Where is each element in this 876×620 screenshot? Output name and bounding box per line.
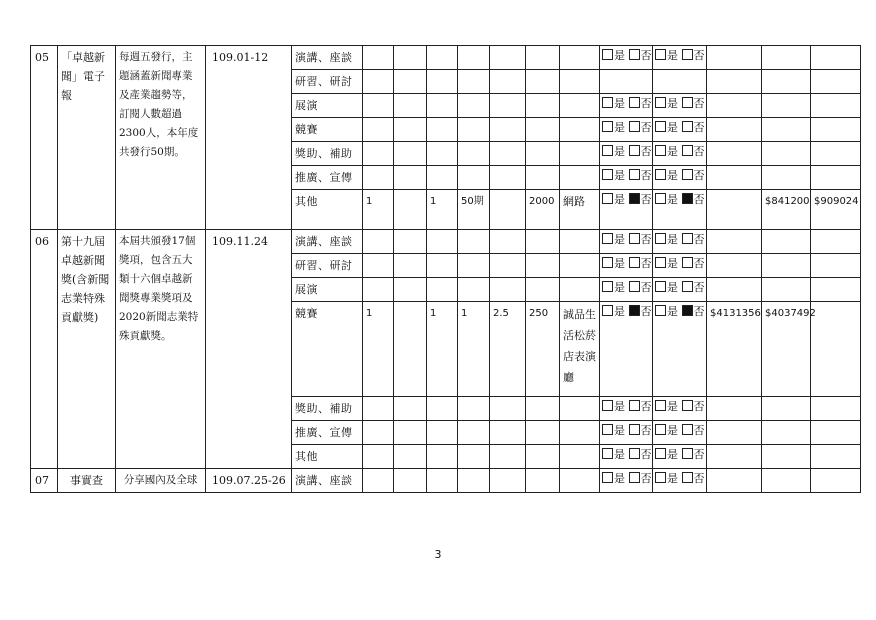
choice-group-1 [600, 302, 653, 397]
no-label: 否 [693, 145, 705, 158]
yes-checkbox[interactable] [602, 281, 613, 292]
activity-description: 分享國內及全球 [116, 469, 206, 493]
yes-checkbox[interactable] [655, 448, 666, 459]
no-label: 否 [693, 257, 705, 270]
no-checkbox[interactable] [629, 49, 640, 60]
no-checkbox[interactable] [629, 448, 640, 459]
choice-group-1 [600, 142, 653, 166]
yes-checkbox[interactable] [602, 424, 613, 435]
no-checkbox[interactable] [682, 145, 693, 156]
yes-checkbox[interactable] [655, 145, 666, 156]
no-label: 否 [640, 97, 652, 110]
activity-description: 本屆共頒發17個獎項，包含五大類十六個卓越新聞獎專業獎項及2020新聞志業特殊貢獻獎。 [116, 230, 206, 469]
no-checkbox[interactable] [629, 257, 640, 268]
yes-checkbox[interactable] [602, 97, 613, 108]
no-checkbox[interactable] [629, 121, 640, 132]
yes-checkbox[interactable] [655, 305, 666, 316]
no-checkbox[interactable] [682, 472, 693, 483]
no-checkbox-checked[interactable] [629, 305, 640, 316]
activity-date: 109.01-12 [206, 46, 292, 230]
choice-group-2 [653, 254, 707, 278]
choice-group-2 [653, 118, 707, 142]
no-checkbox[interactable] [629, 169, 640, 180]
no-label: 否 [640, 400, 652, 413]
no-label: 否 [693, 424, 705, 437]
type-label: 展演 [292, 278, 363, 302]
yes-label: 是 [614, 257, 625, 270]
choice-group-2 [653, 469, 707, 493]
no-label: 否 [693, 281, 705, 294]
choice-group-1 [600, 118, 653, 142]
row-number: 05 [31, 46, 58, 230]
no-checkbox-checked[interactable] [629, 193, 640, 204]
no-label: 否 [640, 281, 652, 294]
yes-label: 是 [667, 400, 678, 413]
no-checkbox[interactable] [682, 169, 693, 180]
yes-label: 是 [614, 97, 625, 110]
no-label: 否 [640, 169, 652, 182]
type-label: 競賽 [292, 118, 363, 142]
yes-label: 是 [667, 281, 678, 294]
type-label: 演講、座談 [292, 46, 363, 70]
yes-checkbox[interactable] [602, 145, 613, 156]
amount-cell: $4037492 [762, 302, 811, 397]
yes-checkbox[interactable] [655, 281, 666, 292]
yes-label: 是 [614, 400, 625, 413]
yes-checkbox[interactable] [602, 193, 613, 204]
choice-group-1 [600, 46, 653, 70]
yes-label: 是 [667, 49, 678, 62]
choice-group-2 [653, 445, 707, 469]
no-checkbox[interactable] [682, 97, 693, 108]
choice-group-2 [653, 278, 707, 302]
type-label: 研習、研討 [292, 254, 363, 278]
no-label: 否 [693, 400, 705, 413]
yes-label: 是 [614, 472, 625, 485]
type-label: 推廣、宣傳 [292, 166, 363, 190]
yes-label: 是 [667, 305, 678, 318]
type-label: 展演 [292, 94, 363, 118]
yes-label: 是 [667, 145, 678, 158]
choice-group-1 [600, 166, 653, 190]
no-label: 否 [693, 193, 705, 206]
activity-table [30, 45, 861, 493]
page-number: 3 [434, 548, 442, 561]
value-cell: 250 [526, 302, 560, 397]
yes-label: 是 [614, 145, 625, 158]
choice-group-1 [600, 469, 653, 493]
no-label: 否 [640, 121, 652, 134]
amount-cell: $909024 [811, 190, 861, 230]
no-checkbox-checked[interactable] [682, 193, 693, 204]
amount-cell: $841200 [762, 190, 811, 230]
yes-label: 是 [614, 424, 625, 437]
yes-checkbox[interactable] [602, 305, 613, 316]
yes-label: 是 [614, 121, 625, 134]
yes-checkbox[interactable] [602, 257, 613, 268]
value-cell: 1 [427, 302, 458, 397]
location-cell: 誠品生活松菸店表演廳 [560, 302, 600, 397]
type-label: 演講、座談 [292, 469, 363, 493]
type-label: 其他 [292, 190, 363, 230]
yes-label: 是 [667, 169, 678, 182]
activity-title: 事實查 [58, 469, 116, 493]
yes-checkbox[interactable] [655, 169, 666, 180]
no-checkbox[interactable] [629, 97, 640, 108]
yes-checkbox[interactable] [602, 49, 613, 60]
yes-label: 是 [614, 49, 625, 62]
location-cell: 網路 [560, 190, 600, 230]
no-checkbox-checked[interactable] [682, 305, 693, 316]
yes-label: 是 [614, 169, 625, 182]
yes-label: 是 [667, 193, 678, 206]
no-checkbox[interactable] [682, 257, 693, 268]
value-cell: 1 [458, 302, 490, 397]
type-label: 獎助、補助 [292, 142, 363, 166]
row-number: 06 [31, 230, 58, 469]
no-label: 否 [693, 448, 705, 461]
choice-group-2 [653, 421, 707, 445]
no-label: 否 [693, 233, 705, 246]
value-cell: 2000 [526, 190, 560, 230]
choice-group-2 [653, 46, 707, 70]
row-number: 07 [31, 469, 58, 493]
yes-checkbox[interactable] [655, 257, 666, 268]
choice-group-1 [600, 94, 653, 118]
no-checkbox[interactable] [629, 145, 640, 156]
no-label: 否 [693, 121, 705, 134]
no-label: 否 [640, 49, 652, 62]
no-checkbox[interactable] [629, 233, 640, 244]
choice-group-2 [653, 142, 707, 166]
no-checkbox[interactable] [682, 400, 693, 411]
yes-label: 是 [667, 233, 678, 246]
activity-title: 「卓越新聞」電子報 [58, 46, 116, 230]
no-label: 否 [640, 424, 652, 437]
no-checkbox[interactable] [682, 448, 693, 459]
yes-label: 是 [667, 257, 678, 270]
no-checkbox[interactable] [682, 424, 693, 435]
yes-checkbox[interactable] [602, 121, 613, 132]
choice-group-2 [653, 302, 707, 397]
choice-group-1 [600, 397, 653, 421]
yes-label: 是 [614, 448, 625, 461]
yes-label: 是 [667, 448, 678, 461]
yes-checkbox[interactable] [655, 121, 666, 132]
activity-date: 109.07.25-26 [206, 469, 292, 493]
yes-label: 是 [667, 97, 678, 110]
no-label: 否 [640, 472, 652, 485]
choice-group-2 [653, 230, 707, 254]
yes-checkbox[interactable] [655, 49, 666, 60]
no-label: 否 [693, 472, 705, 485]
activity-description: 每週五發行，主題涵蓋新聞專業及產業趨勢等，訂閱人數超過2300人，本年度共發行50期。 [116, 46, 206, 230]
yes-label: 是 [614, 305, 625, 318]
no-checkbox[interactable] [682, 49, 693, 60]
table-row [31, 46, 861, 70]
no-checkbox[interactable] [629, 400, 640, 411]
yes-checkbox[interactable] [602, 472, 613, 483]
yes-checkbox[interactable] [655, 97, 666, 108]
choice-group-2 [653, 166, 707, 190]
table-row [31, 230, 861, 254]
no-label: 否 [640, 193, 652, 206]
yes-checkbox[interactable] [602, 400, 613, 411]
no-checkbox[interactable] [682, 233, 693, 244]
choice-group-1 [600, 254, 653, 278]
yes-checkbox[interactable] [602, 448, 613, 459]
table-row [31, 469, 861, 493]
choice-group-2 [653, 190, 707, 230]
yes-checkbox[interactable] [655, 400, 666, 411]
no-checkbox[interactable] [629, 281, 640, 292]
yes-label: 是 [614, 193, 625, 206]
value-cell: 2.5 [490, 302, 526, 397]
value-cell: 1 [427, 190, 458, 230]
type-label: 推廣、宣傳 [292, 421, 363, 445]
choice-group-1 [600, 190, 653, 230]
yes-label: 是 [614, 233, 625, 246]
choice-group-1 [600, 445, 653, 469]
no-checkbox[interactable] [629, 424, 640, 435]
type-label: 其他 [292, 445, 363, 469]
no-checkbox[interactable] [629, 472, 640, 483]
no-checkbox[interactable] [682, 121, 693, 132]
activity-date: 109.11.24 [206, 230, 292, 469]
choice-group-2 [653, 397, 707, 421]
yes-checkbox[interactable] [655, 193, 666, 204]
type-label: 獎助、補助 [292, 397, 363, 421]
no-label: 否 [640, 305, 652, 318]
activity-title: 第十九屆卓越新聞獎(含新聞志業特殊貢獻獎) [58, 230, 116, 469]
no-label: 否 [693, 49, 705, 62]
yes-checkbox[interactable] [655, 233, 666, 244]
type-label: 研習、研討 [292, 70, 363, 94]
yes-label: 是 [667, 424, 678, 437]
no-label: 否 [640, 257, 652, 270]
choice-group-1 [600, 421, 653, 445]
no-label: 否 [693, 305, 705, 318]
yes-checkbox[interactable] [602, 169, 613, 180]
value-cell: 1 [363, 190, 394, 230]
type-label: 演講、座談 [292, 230, 363, 254]
no-label: 否 [640, 145, 652, 158]
yes-label: 是 [667, 472, 678, 485]
no-label: 否 [640, 448, 652, 461]
yes-checkbox[interactable] [655, 472, 666, 483]
choice-group-1 [600, 278, 653, 302]
yes-checkbox[interactable] [655, 424, 666, 435]
yes-checkbox[interactable] [602, 233, 613, 244]
no-label: 否 [693, 97, 705, 110]
no-checkbox[interactable] [682, 281, 693, 292]
yes-label: 是 [614, 281, 625, 294]
no-label: 否 [640, 233, 652, 246]
value-cell: 50期 [458, 190, 490, 230]
amount-cell: $4131356 [707, 302, 762, 397]
no-label: 否 [693, 169, 705, 182]
choice-group-1 [600, 230, 653, 254]
type-label: 競賽 [292, 302, 363, 397]
yes-label: 是 [667, 121, 678, 134]
value-cell: 1 [363, 302, 394, 397]
choice-group-2 [653, 94, 707, 118]
